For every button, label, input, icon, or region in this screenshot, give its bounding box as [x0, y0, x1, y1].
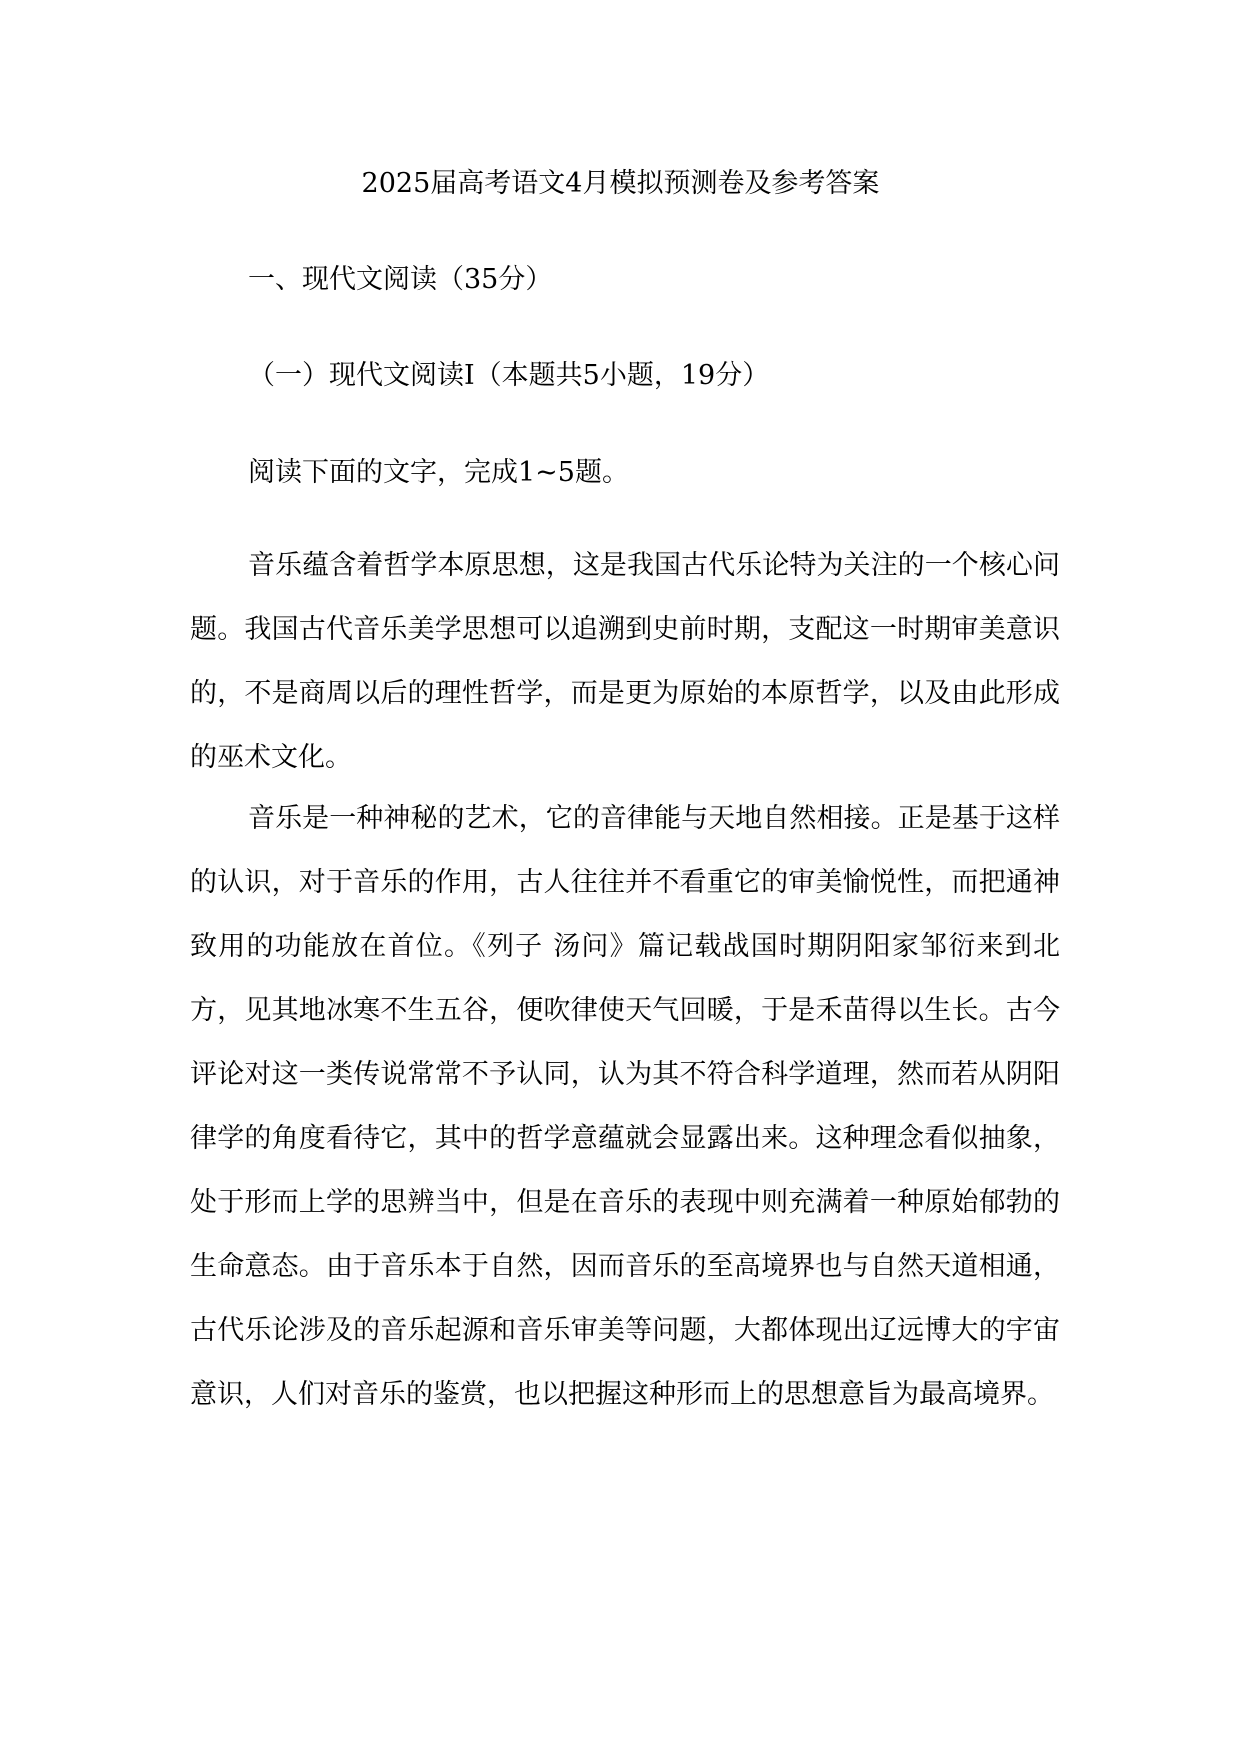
document-title: 2025届高考语文4月模拟预测卷及参考答案	[361, 168, 880, 199]
subsection-heading: （一）现代文阅读Ⅰ（本题共5小题，19分）	[248, 360, 770, 391]
passage-paragraph-2: 音乐是一种神秘的艺术，它的音律能与天地自然相接。正是基于这样的认识，对于音乐的作用，古人往往并不看重它的审美愉悦性，而把通神致用的功能放在首位。《列子 汤问》篇记载战国时期阴阳家邹衍来到北方，见其地冰寒不生五谷，便吹律使天气回暖，于是禾苗得以生长。古今评论对这一类传说常常不予认同，认为其不符合科学道理，然而若从阴阳律学的角度看待它，其中的哲学意蕴就会显露出来。这种理念看似抽象，处于形而上学的思辨当中，但是在音乐的表现中则充满着一种原始郁勃的生命意态。由于音乐本于自然，因而音乐的至高境界也与自然天道相通，古代乐论涉及的音乐起源和音乐审美等问题，大都体现出辽远博大的宇宙意识，人们对音乐的鉴赏，也以把握这种形而上的思想意旨为最高境界。	[190, 803, 1060, 1410]
passage-paragraph-1: 音乐蕴含着哲学本原思想，这是我国古代乐论特为关注的一个核心问题。我国古代音乐美学思想可以追溯到史前时期，支配这一时期审美意识的，不是商周以后的理性哲学，而是更为原始的本原哲学，以及由此形成的巫术文化。	[190, 550, 1060, 773]
section-heading: 一、现代文阅读（35分）	[248, 264, 553, 295]
reading-instruction: 阅读下面的文字，完成1~5题。	[248, 457, 629, 488]
